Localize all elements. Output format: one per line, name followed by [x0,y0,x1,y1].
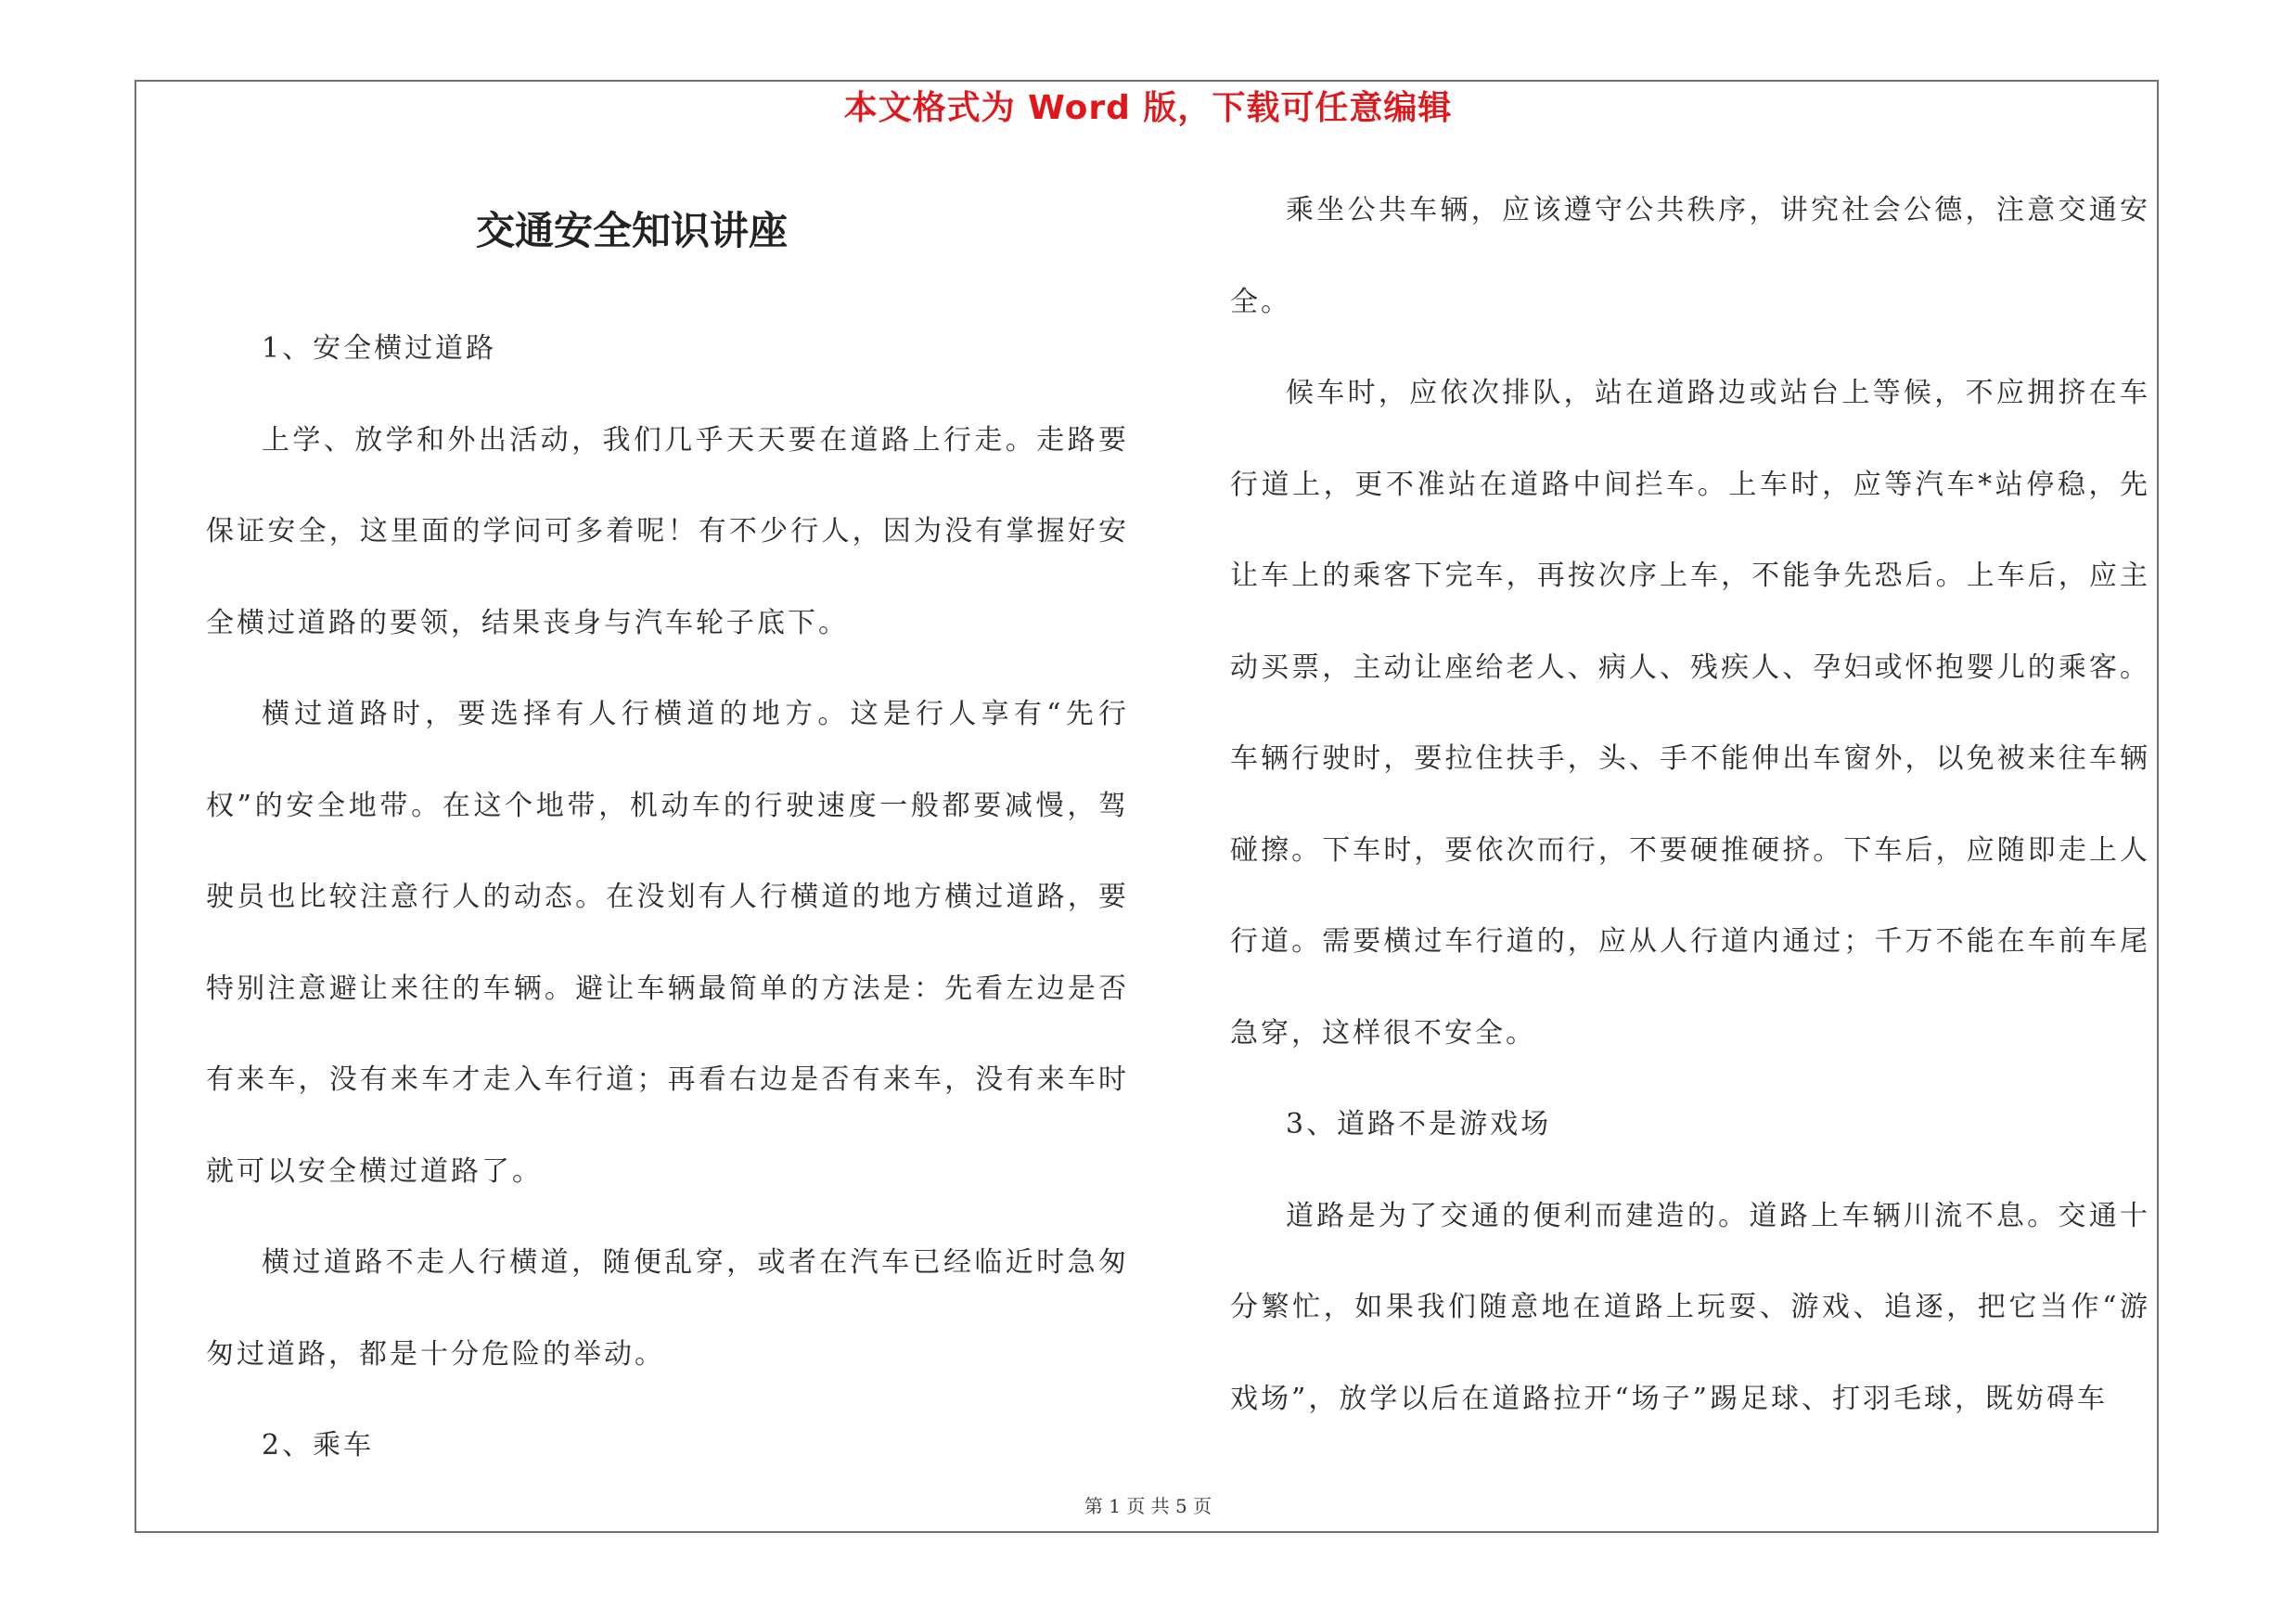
left-column [206,303,1129,1492]
paragraph: 横过道路不走人行横道，随便乱穿，或者在汽车已经临近时急匆匆过道路，都是十分危险的举动。 [206,1246,1129,1371]
section-heading: 2、乘车 [262,1429,375,1462]
paragraph: 横过道路时，要选择有人行横道的地方。这是行人享有“先行权”的安全地带。在这个地带，机动车的行驶速度一般都要减慢，驾驶员也比较注意行人的动态。在没划有人行横道的地方横过道路，要特别注意避让来往的车辆。避让车辆最简单的方法是：先看左边是否有来车，没有来车才走入车行道；再看右边是否有来车，没有来车时就可以安全横过道路了。 [206,698,1129,1188]
page-number: 第 1 页 共 5 页 [1084,1495,1212,1517]
paragraph: 候车时，应依次排队，站在道路边或站台上等候，不应拥挤在车行道上，更不准站在道路中间拦车。上车时，应等汽车*站停稳，先让车上的乘客下完车，再按次序上车，不能争先恐后。上车后，应主动买票，主动让座给老人、病人、残疾人、孕妇或怀抱婴儿的乘客。车辆行驶时，要拉住扶手，头、手不能伸出车窗外，以免被来往车辆碰擦。下车时，要依次而行，不要硬推硬挤。下车后，应随即走上人行道。需要横过车行道的，应从人行道内通过；千万不能在车前车尾急穿，这样很不安全。 [1230,377,2150,1050]
section-heading: 1、安全横过道路 [262,332,497,365]
section-heading: 3、道路不是游戏场 [1286,1108,1552,1140]
paragraph: 道路是为了交通的便利而建造的。道路上车辆川流不息。交通十分繁忙，如果我们随意地在道路上玩耍、游戏、追逐，把它当作“游戏场”，放学以后在道路拉开“场子”踢足球、打羽毛球，既妨碍车 [1230,1199,2150,1415]
format-banner: 本文格式为 Word 版，下载可任意编辑 [843,89,1453,127]
paragraph: 上学、放学和外出活动，我们几乎天天要在道路上行走。走路要保证安全，这里面的学问可多着呢！有不少行人，因为没有掌握好安全横过道路的要领，结果丧身与汽车轮子底下。 [206,423,1129,639]
paragraph: 乘坐公共车辆，应该遵守公共秩序，讲究社会公德，注意交通安全。 [1230,194,2150,318]
document-title: 交通安全知识讲座 [475,208,788,253]
right-column [1230,165,2150,1445]
